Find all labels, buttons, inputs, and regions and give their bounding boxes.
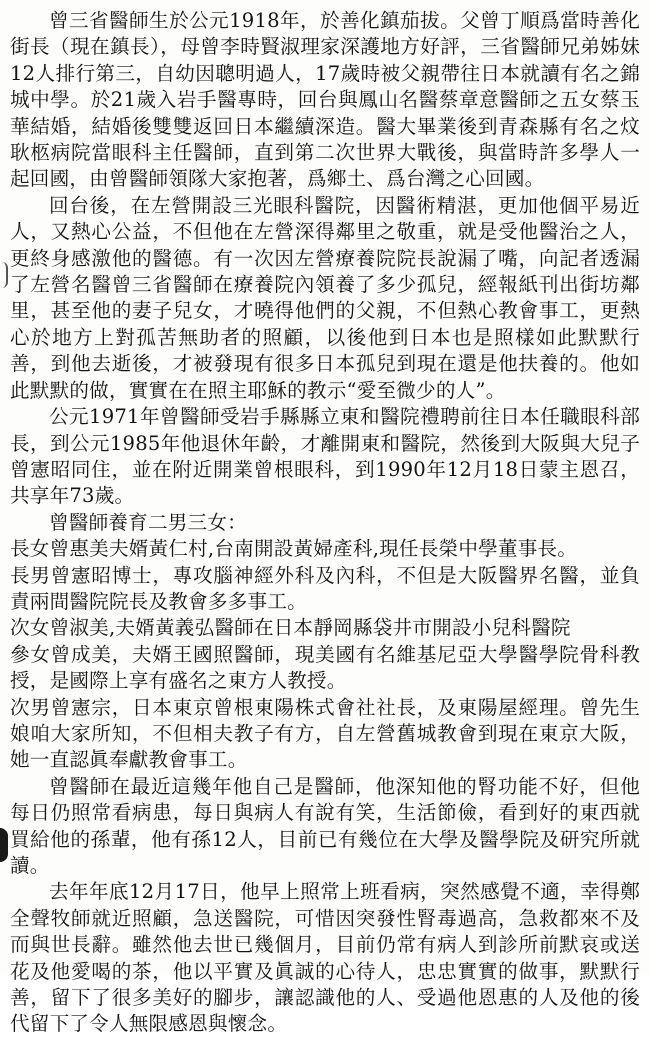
paragraph-third-daughter: 參女曾成美，夫婿王國照醫師，現美國有名維基尼亞大學醫學院骨科教授，是國際上享有盛名之東方人教授。 [10,642,640,693]
paragraph-return-to-taiwan: 回台後，在左營開設三光眼科醫院，因醫術精湛，更加他個平易近人，又熱心公益，不但他在左營深得鄰里之敬重，就是受他醫治之人，更終身感激他的醫德。有一次因左營療養院院長說漏了嘴，向記者透漏了左營名醫曾三省醫師在療養院內領養了多少孤兒，經報紙刊出街坊鄰里，甚至他的妻子兒女，才曉得他們的父親，不但熱心教會事工，更熱心於地方上對孤苦無助者的照顧，以後他到日本也是照樣如此默默行善，到他去逝後，才被發現有很多日本孤兒到現在還是他扶養的。他如此默默的做，實實在在照主耶穌的教示“愛至微少的人”。 [10,193,640,402]
paragraph-biography-early-life: 曾三省醫師生於公元1918年，於善化鎮茄拔。父曾丁順爲當時善化街長（現在鎮長），母曾李時賢淑理家深護地方好評，三省醫師兄弟姊妹12人排行第三，自幼因聰明過人，17歲時被父親帶往日本就讀有名之錦城中學。於21歲入岩手醫專時，回台與鳳山名醫蔡章意醫師之五女蔡玉華結婚，結婚後雙雙返回日本繼續深造。醫大畢業後到青森縣有名之炆耿柩病院當眼科主任醫師，直到第二次世界大戰後，與當時許多學人一起回國，由曾醫師領隊大家抱著，爲鄉土、爲台灣之心回國。 [10,9,640,191]
paragraph-second-son: 次男曾憲宗，日本東京曾根東陽株式會社社長，及東陽屋經理。曾先生娘咱大家所知，不但相夫教子有方，自左營舊城教會到現在東京大阪，她一直認眞奉獻教會事工。 [10,695,640,772]
binder-hole-mark [0,828,8,862]
paragraph-japan-career: 公元1971年曾醫師受岩手縣縣立東和醫院禮聘前往日本任職眼科部長，到公元1985年他退休年齡，才離開東和醫院，然後到大阪與大兒子曾憲昭同住，並在附近開業曾根眼科，到1990年12月18日蒙主恩召，共享年73歲。 [10,405,640,508]
article-body [10,8,640,1038]
paragraph-eldest-son: 長男曾憲昭博士，專攻腦神經外科及內科，不但是大阪醫界名醫，並負責兩間醫院院長及教會多多事工。 [10,563,640,613]
paragraph-passing: 去年年底12月17日，他早上照常上班看病，突然感覺不適，幸得鄭全聲牧師就近照顧，急送醫院，可惜因突發性腎毒過高，急救都來不及而與世長辭。雖然他去世已幾個月，目前仍常有病人到診所前默哀或送花及他愛喝的茶，他以平實及眞誠的心待人，忠忠實實的做事，默默行善，留下了很多美好的腳步，讓認識他的人、受過他恩惠的人及他的後代留下了令人無限感恩與懷念。 [10,880,640,1036]
scan-edge-mark [0,262,8,288]
paragraph-later-years: 曾醫師在最近這幾年他自己是醫師，他深知他的腎功能不好，但他每日仍照常看病患，每日與病人有說有笑，生活節儉，看到好的東西就買給他的孫輩，他有孫12人，目前已有幾位在大學及醫學院及研究所就讀。 [10,774,640,877]
paragraph-eldest-daughter: 長女曾惠美夫婿黃仁村,台南開設黃婦產科,現任長榮中學董事長。 [10,537,578,561]
paragraph-second-daughter: 次女曾淑美,夫婿黃義弘醫師在日本靜岡縣袋井市開設小兒科醫院 [10,616,571,640]
paragraph-children-intro: 曾醫師養育二男三女： [49,510,247,534]
